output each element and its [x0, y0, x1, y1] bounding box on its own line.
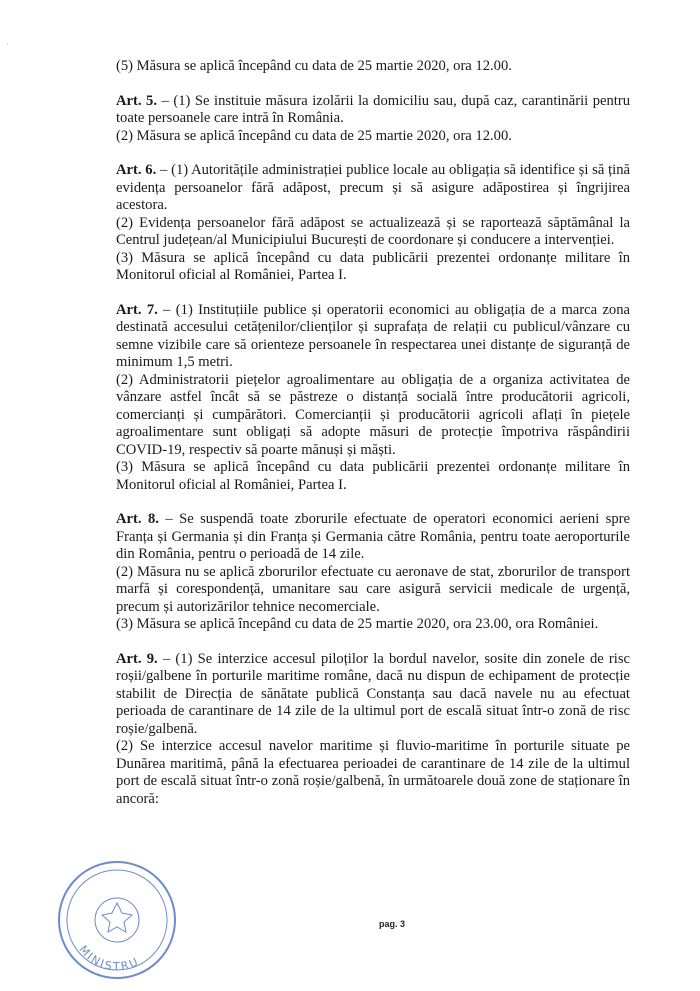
article-paragraph: – (1) Se instituie măsura izolării la domiciliu sau, după caz, carantinării pentru toate persoanele care intră în România.: [116, 92, 630, 126]
article-label: Art. 7.: [116, 301, 158, 318]
article-6: [116, 162, 630, 285]
article-9: [116, 651, 630, 809]
article-paragraph: – (1) Se interzice accesul piloților la bordul navelor, sosite din zonele de risc roșii/galbene în porturile maritime române, dacă nu dispun de echipament de protecție stabilit de Direcția de sănătate publică Constanța sau dacă navele nu au efectuat perioada de carantinare de 14 zile de la ultimul port de escală situat într-o zonă de risc roșie/galbenă.: [116, 650, 630, 737]
document-body: [116, 58, 630, 808]
article-8: [116, 511, 630, 634]
ministry-stamp: [52, 855, 182, 985]
article-paragraph: – (1) Autoritățile administrației publice locale au obligația să identifice și să țină evidența persoanelor fără adăpost, precum și să asigure adăpostirea și îngrijirea acestora.: [116, 162, 630, 213]
article-paragraph: – Se suspendă toate zborurile efectuate de operatori economici aerieni spre Franța și Germania și din Franța și Germania către România, pentru toate aeroporturile din România, pentru o perioadă de 14 zile.: [116, 511, 630, 562]
article-paragraph: (2) Evidența persoanelor fără adăpost se actualizează și se raportează săptămânal la Centrul județean/al Municipiului București de coordonare și conducere a intervenției.: [116, 214, 630, 248]
article-7: [116, 302, 630, 495]
page-number: pag. 3: [379, 919, 406, 929]
article-paragraph: (2) Măsura se aplică începând cu data de 25 martie 2020, ora 12.00.: [116, 127, 512, 144]
article-5: [116, 93, 630, 146]
article-label: Art. 5.: [116, 92, 157, 109]
article-paragraph: (2) Măsura nu se aplică zborurilor efectuate cu aeronave de stat, zborurilor de transport marfă și corespondență, umanitare sau care asigură servicii medicale de urgență, precum și autorizărilor tehnice necomerciale.: [116, 563, 630, 615]
article-paragraph: (2) Administratorii piețelor agroalimentare au obligația de a organiza activitatea de vânzare astfel încât să se păstreze o distanță socială între producătorii agricoli, comercianți și cumpărători. Comercianții și producătorii agricoli aflați în piețele agroalimentare sunt obligați să adopte măsuri de protecție împotriva răspândirii COVID-19, respectiv să poarte mănuși și măști.: [116, 371, 630, 458]
article-paragraph: (3) Măsura se aplică începând cu data de 25 martie 2020, ora 23.00, ora României.: [116, 616, 599, 632]
article-label: Art. 8.: [116, 511, 159, 527]
stamp-text: MINISTRU: [76, 942, 142, 974]
article-paragraph: (3) Măsura se aplică începând cu data publicării prezentei ordonanțe militare în Monitorul oficial al României, Partea I.: [116, 459, 630, 493]
intro-paragraph: (5) Măsura se aplică începând cu data de 25 martie 2020, ora 12.00.: [116, 58, 512, 74]
article-label: Art. 6.: [116, 162, 157, 178]
article-paragraph: – (1) Instituțiile publice și operatorii economici au obligația de a marca zona destinată accesului cetățenilor/clienților și suprafața de relații cu publicul/vânzare cu semne vizibile care să orienteze persoanele în respectarea unei distanțe de siguranță de minimum 1,5 metri.: [116, 301, 630, 370]
article-paragraph: (3) Măsura se aplică începând cu data publicării prezentei ordonanțe militare în Monitorul oficial al României, Partea I.: [116, 249, 630, 283]
article-paragraph: (2) Se interzice accesul navelor maritime și fluvio-maritime în porturile situate pe Dunărea maritimă, până la efectuarea perioadei de carantinare de 14 zile de la ultimul port de escală situat într-o zonă roșie/galbenă, în următoarele două zone de staționare în ancoră:: [116, 738, 630, 807]
margin-mark: ·: [6, 40, 9, 49]
article-label: Art. 9.: [116, 650, 158, 667]
